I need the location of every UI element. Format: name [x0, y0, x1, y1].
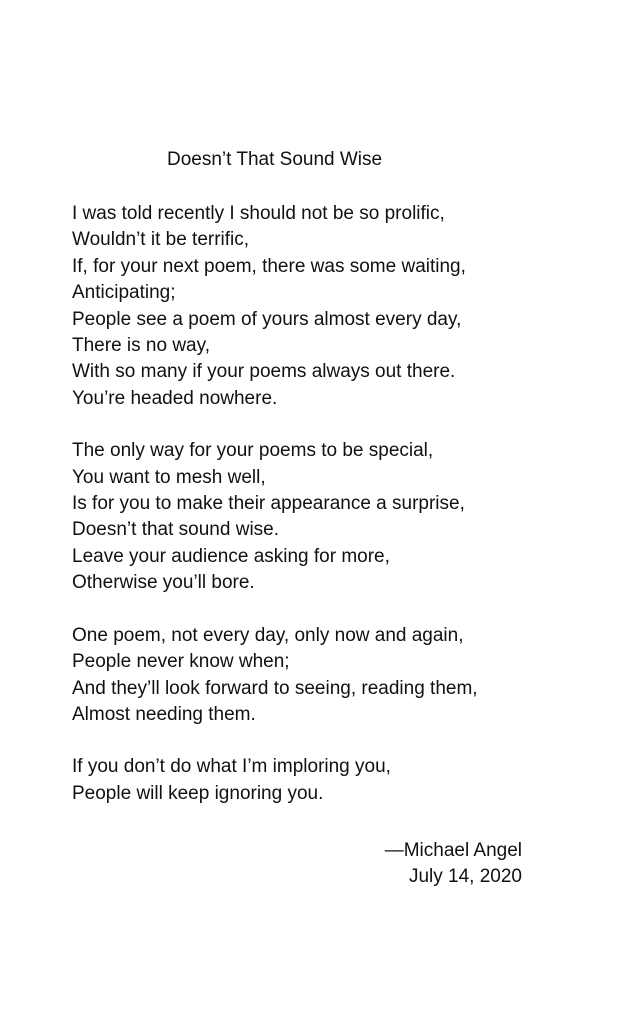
poem-line: People will keep ignoring you. [72, 782, 324, 804]
poem-line: You’re headed nowhere. [72, 387, 278, 409]
poem-line: Wouldn’t it be terrific, [72, 229, 250, 251]
stanza-3 [72, 623, 612, 729]
stanza-4 [72, 754, 612, 807]
stanza-1 [72, 201, 612, 412]
poem-line: If you don’t do what I’m imploring you, [72, 756, 391, 778]
poem-title: Doesn’t That Sound Wise [167, 149, 383, 170]
poem-body [72, 201, 612, 833]
poem-line: The only way for your poems to be special, [72, 440, 434, 462]
poem-line: With so many if your poems always out there. [72, 361, 456, 383]
poem-line: You want to mesh well, [72, 466, 266, 488]
poem-line: I was told recently I should not be so prolific, [72, 203, 445, 224]
poem-line: One poem, not every day, only now and again, [72, 624, 464, 646]
poem-date: July 14, 2020 [408, 866, 522, 887]
poem-line: Anticipating; [72, 282, 176, 304]
poem-line: There is no way, [72, 335, 210, 357]
poem-line: Doesn’t that sound wise. [72, 519, 280, 541]
poem-line: And they’ll look forward to seeing, reading them, [72, 677, 478, 699]
poem-line: Otherwise you’ll bore. [72, 572, 255, 594]
stanza-2 [72, 438, 612, 596]
signature-block [300, 838, 522, 890]
poem-line: People never know when; [72, 651, 290, 673]
poem-line: Is for you to make their appearance a surprise, [72, 493, 465, 515]
poem-line: People see a poem of yours almost every day, [72, 308, 462, 330]
poem-line: Almost needing them. [72, 703, 256, 725]
author-name: —Michael Angel [384, 840, 522, 861]
poem-line: If, for your next poem, there was some waiting, [72, 255, 466, 277]
poem-line: Leave your audience asking for more, [72, 545, 390, 567]
